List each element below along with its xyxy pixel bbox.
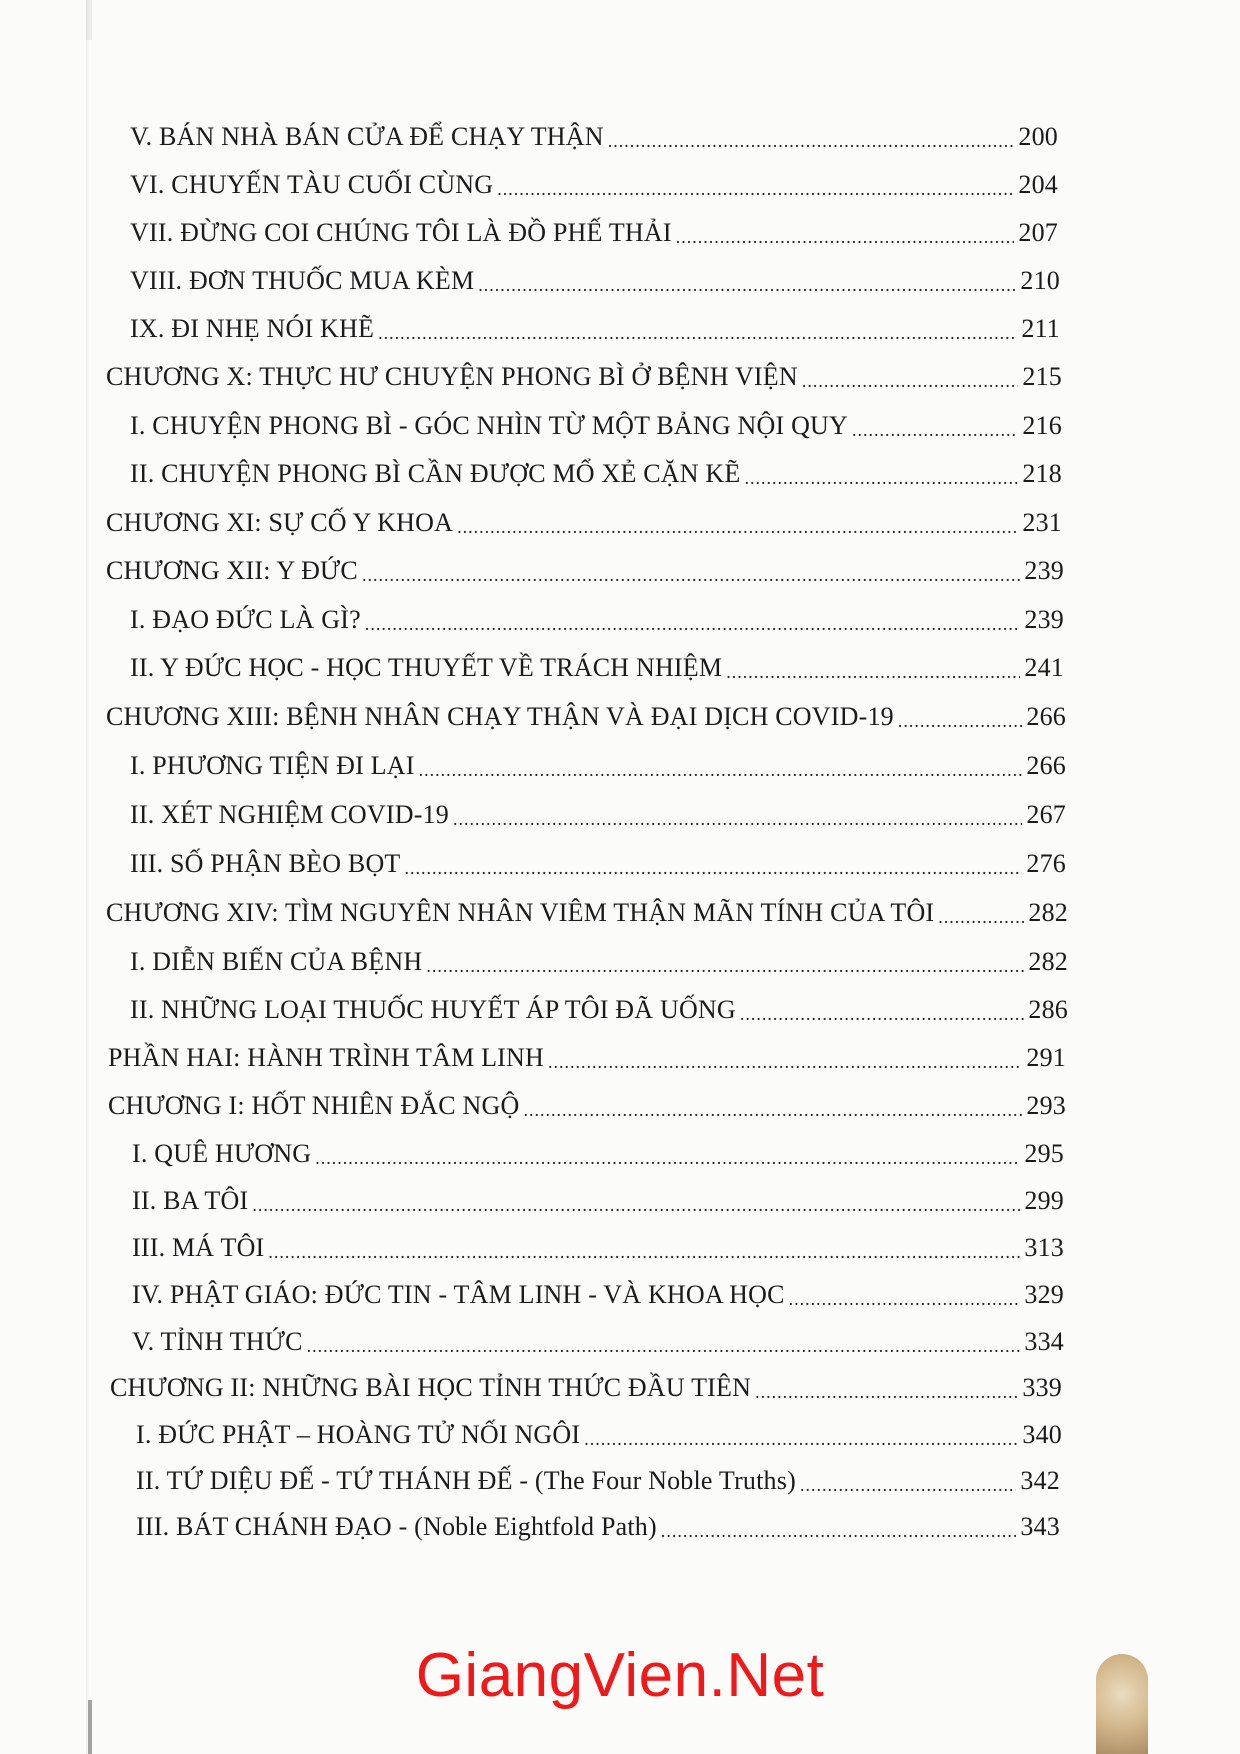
toc-dot-leader <box>307 1333 1021 1359</box>
toc-entry <box>130 847 1066 881</box>
toc-entry <box>130 120 1058 154</box>
toc-entry-page: 200 <box>1018 122 1058 151</box>
toc-entry <box>130 798 1066 832</box>
toc-entry-title: II. NHỮNG LOẠI THUỐC HUYẾT ÁP TÔI ĐÃ UỐNG <box>130 995 736 1024</box>
toc-entry <box>132 1278 1064 1312</box>
toc-dot-leader <box>548 1049 1022 1075</box>
toc-dot-leader <box>457 514 1018 540</box>
toc-entry <box>130 264 1060 298</box>
toc-entry-title: V. BÁN NHÀ BÁN CỬA ĐỂ CHẠY THẬN <box>130 122 604 151</box>
toc-entry-page: 276 <box>1026 849 1066 878</box>
toc-entry-title: VIII. ĐƠN THUỐC MUA KÈM <box>130 266 475 295</box>
toc-entry <box>136 1418 1062 1452</box>
toc-entry-title: IX. ĐI NHẸ NÓI KHẼ <box>130 314 375 343</box>
toc-entry <box>136 1464 1060 1498</box>
toc-dot-leader <box>661 1518 1017 1544</box>
toc-entry-title: I. PHƯƠNG TIỆN ĐI LẠI <box>130 751 415 780</box>
toc-entry-title: III. MÁ TÔI <box>132 1233 265 1262</box>
toc-entry-title: CHƯƠNG II: NHỮNG BÀI HỌC TỈNH THỨC ĐẦU TIÊN <box>110 1373 752 1402</box>
toc-entry-page: 291 <box>1026 1043 1066 1072</box>
toc-entry-page: 342 <box>1020 1466 1060 1495</box>
toc-entry <box>106 554 1064 588</box>
toc-entry-page: 329 <box>1024 1280 1064 1309</box>
toc-dot-leader <box>365 611 1021 637</box>
toc-entry-page: 313 <box>1024 1233 1064 1262</box>
toc-entry <box>106 896 1068 930</box>
toc-entry-page: 204 <box>1018 170 1058 199</box>
toc-entry-page: 215 <box>1022 362 1062 391</box>
toc-entry-page: 241 <box>1024 653 1064 682</box>
page-binding-edge <box>86 0 89 1754</box>
toc-entry-page: 282 <box>1028 898 1068 927</box>
toc-dot-leader <box>378 320 1017 346</box>
watermark-text: GiangVien.Net <box>415 1641 825 1710</box>
toc-entry-page: 218 <box>1022 459 1062 488</box>
toc-dot-leader <box>608 128 1015 154</box>
toc-entry-page: 286 <box>1028 995 1068 1024</box>
toc-dot-leader <box>789 1286 1021 1312</box>
toc-dot-leader <box>800 1472 1016 1498</box>
toc-entry-title: IV. PHẬT GIÁO: ĐỨC TIN - TÂM LINH - VÀ KHOA HỌC <box>132 1280 785 1309</box>
toc-entry-title: CHƯƠNG XI: SỰ CỐ Y KHOA <box>106 508 454 537</box>
toc-entry <box>110 1371 1062 1405</box>
toc-entry-title: I. CHUYỆN PHONG BÌ - GÓC NHÌN TỪ MỘT BẢNG NỘI QUY <box>130 411 848 440</box>
toc-entry-title: II. XÉT NGHIỆM COVID-19 <box>130 800 449 829</box>
toc-entry <box>108 1089 1066 1123</box>
toc-dot-leader <box>938 904 1024 930</box>
toc-entry <box>130 168 1058 202</box>
toc-dot-leader <box>426 953 1024 979</box>
toc-entry <box>132 1184 1064 1218</box>
toc-entry-page: 231 <box>1022 508 1062 537</box>
toc-entry <box>130 457 1062 491</box>
toc-entry-page: 211 <box>1021 314 1060 343</box>
toc-entry-title: CHƯƠNG XIII: BỆNH NHÂN CHẠY THẬN VÀ ĐẠI DỊCH COVID-19 <box>106 702 894 731</box>
toc-entry <box>132 1325 1064 1359</box>
toc-entry-page: 293 <box>1026 1091 1066 1120</box>
toc-entry-title: CHƯƠNG I: HỐT NHIÊN ĐẮC NGỘ <box>108 1091 520 1120</box>
toc-dot-leader <box>898 708 1023 734</box>
toc-entry-title: PHẦN HAI: HÀNH TRÌNH TÂM LINH <box>108 1043 544 1072</box>
toc-entry <box>132 1137 1064 1171</box>
toc-entry-title: VI. CHUYẾN TÀU CUỐI CÙNG <box>130 170 494 199</box>
toc-entry <box>130 312 1060 346</box>
toc-entry-page: 239 <box>1024 556 1064 585</box>
toc-entry <box>130 651 1064 685</box>
toc-entry-page: 282 <box>1028 947 1068 976</box>
toc-entry <box>130 749 1066 783</box>
toc-entry-page: 339 <box>1022 1373 1062 1402</box>
toc-entry-title: II. BA TÔI <box>132 1186 249 1215</box>
toc-dot-leader <box>405 855 1023 881</box>
toc-dot-leader <box>802 368 1019 394</box>
toc-entry <box>106 700 1066 734</box>
toc-entry-title: I. ĐỨC PHẬT – HOÀNG TỬ NỐI NGÔI <box>136 1420 581 1449</box>
toc-entry-title: CHƯƠNG XII: Y ĐỨC <box>106 556 358 585</box>
toc-entry-page: 266 <box>1026 702 1066 731</box>
toc-dot-leader <box>419 757 1023 783</box>
toc-entry-page: 340 <box>1022 1420 1062 1449</box>
toc-dot-leader <box>755 1379 1018 1405</box>
toc-entry-page: 334 <box>1024 1327 1064 1356</box>
toc-dot-leader <box>726 659 1020 685</box>
toc-entry-title: II. CHUYỆN PHONG BÌ CẦN ĐƯỢC MỔ XẺ CẶN KẼ <box>130 459 741 488</box>
toc-entry-title: CHƯƠNG X: THỰC HƯ CHUYỆN PHONG BÌ Ở BỆNH VIỆN <box>106 362 798 391</box>
toc-entry-page: 343 <box>1020 1512 1060 1541</box>
toc-entry-page: 266 <box>1026 751 1066 780</box>
toc-dot-leader <box>315 1145 1020 1171</box>
toc-entry <box>108 1041 1066 1075</box>
toc-entry <box>136 1510 1060 1544</box>
toc-dot-leader <box>497 176 1014 202</box>
toc-dot-leader <box>584 1426 1018 1452</box>
toc-dot-leader <box>523 1097 1022 1123</box>
toc-entry <box>130 216 1058 250</box>
toc-dot-leader <box>676 224 1015 250</box>
toc-dot-leader <box>453 806 1022 832</box>
toc-entry <box>130 993 1068 1027</box>
toc-dot-leader <box>362 562 1020 588</box>
toc-entry <box>106 506 1062 540</box>
toc-entry-title: I. QUÊ HƯƠNG <box>132 1139 312 1168</box>
toc-entry-title: III. SỐ PHẬN BÈO BỌT <box>130 849 401 878</box>
toc-entry-page: 207 <box>1018 218 1058 247</box>
toc-entry-page: 239 <box>1024 605 1064 634</box>
toc-entry <box>130 603 1064 637</box>
toc-dot-leader <box>252 1192 1020 1218</box>
toc-entry-page: 216 <box>1022 411 1062 440</box>
page-top-edge <box>86 0 92 40</box>
toc-dot-leader <box>478 272 1016 298</box>
toc-entry-title: II. TỨ DIỆU ĐẾ - TỨ THÁNH ĐẾ - (The Four Noble Truths) <box>136 1466 796 1495</box>
toc-entry-title: CHƯƠNG XIV: TÌM NGUYÊN NHÂN VIÊM THẬN MÃN TÍNH CỦA TÔI <box>106 898 935 927</box>
toc-dot-leader <box>852 417 1018 443</box>
toc-entry-title: I. ĐẠO ĐỨC LÀ GÌ? <box>130 605 361 634</box>
toc-entry-page: 295 <box>1024 1139 1064 1168</box>
toc-entry-page: 299 <box>1024 1186 1064 1215</box>
toc-entry <box>106 360 1062 394</box>
toc-dot-leader <box>268 1239 1020 1265</box>
toc-entry-title: III. BÁT CHÁNH ĐẠO - (Noble Eightfold Path) <box>136 1512 657 1541</box>
toc-entry <box>130 945 1068 979</box>
toc-entry <box>130 409 1062 443</box>
toc-entry-title: II. Y ĐỨC HỌC - HỌC THUYẾT VỀ TRÁCH NHIỆM <box>130 653 723 682</box>
toc-entry <box>132 1231 1064 1265</box>
toc-entry-page: 267 <box>1026 800 1066 829</box>
toc-entry-title: VII. ĐỪNG COI CHÚNG TÔI LÀ ĐỒ PHẾ THẢI <box>130 218 672 247</box>
toc-dot-leader <box>744 465 1018 491</box>
toc-entry-title: I. DIỄN BIẾN CỦA BỆNH <box>130 947 423 976</box>
toc-entry-title: V. TỈNH THỨC <box>132 1327 303 1356</box>
toc-entry-page: 210 <box>1020 266 1060 295</box>
toc-dot-leader <box>740 1001 1025 1027</box>
